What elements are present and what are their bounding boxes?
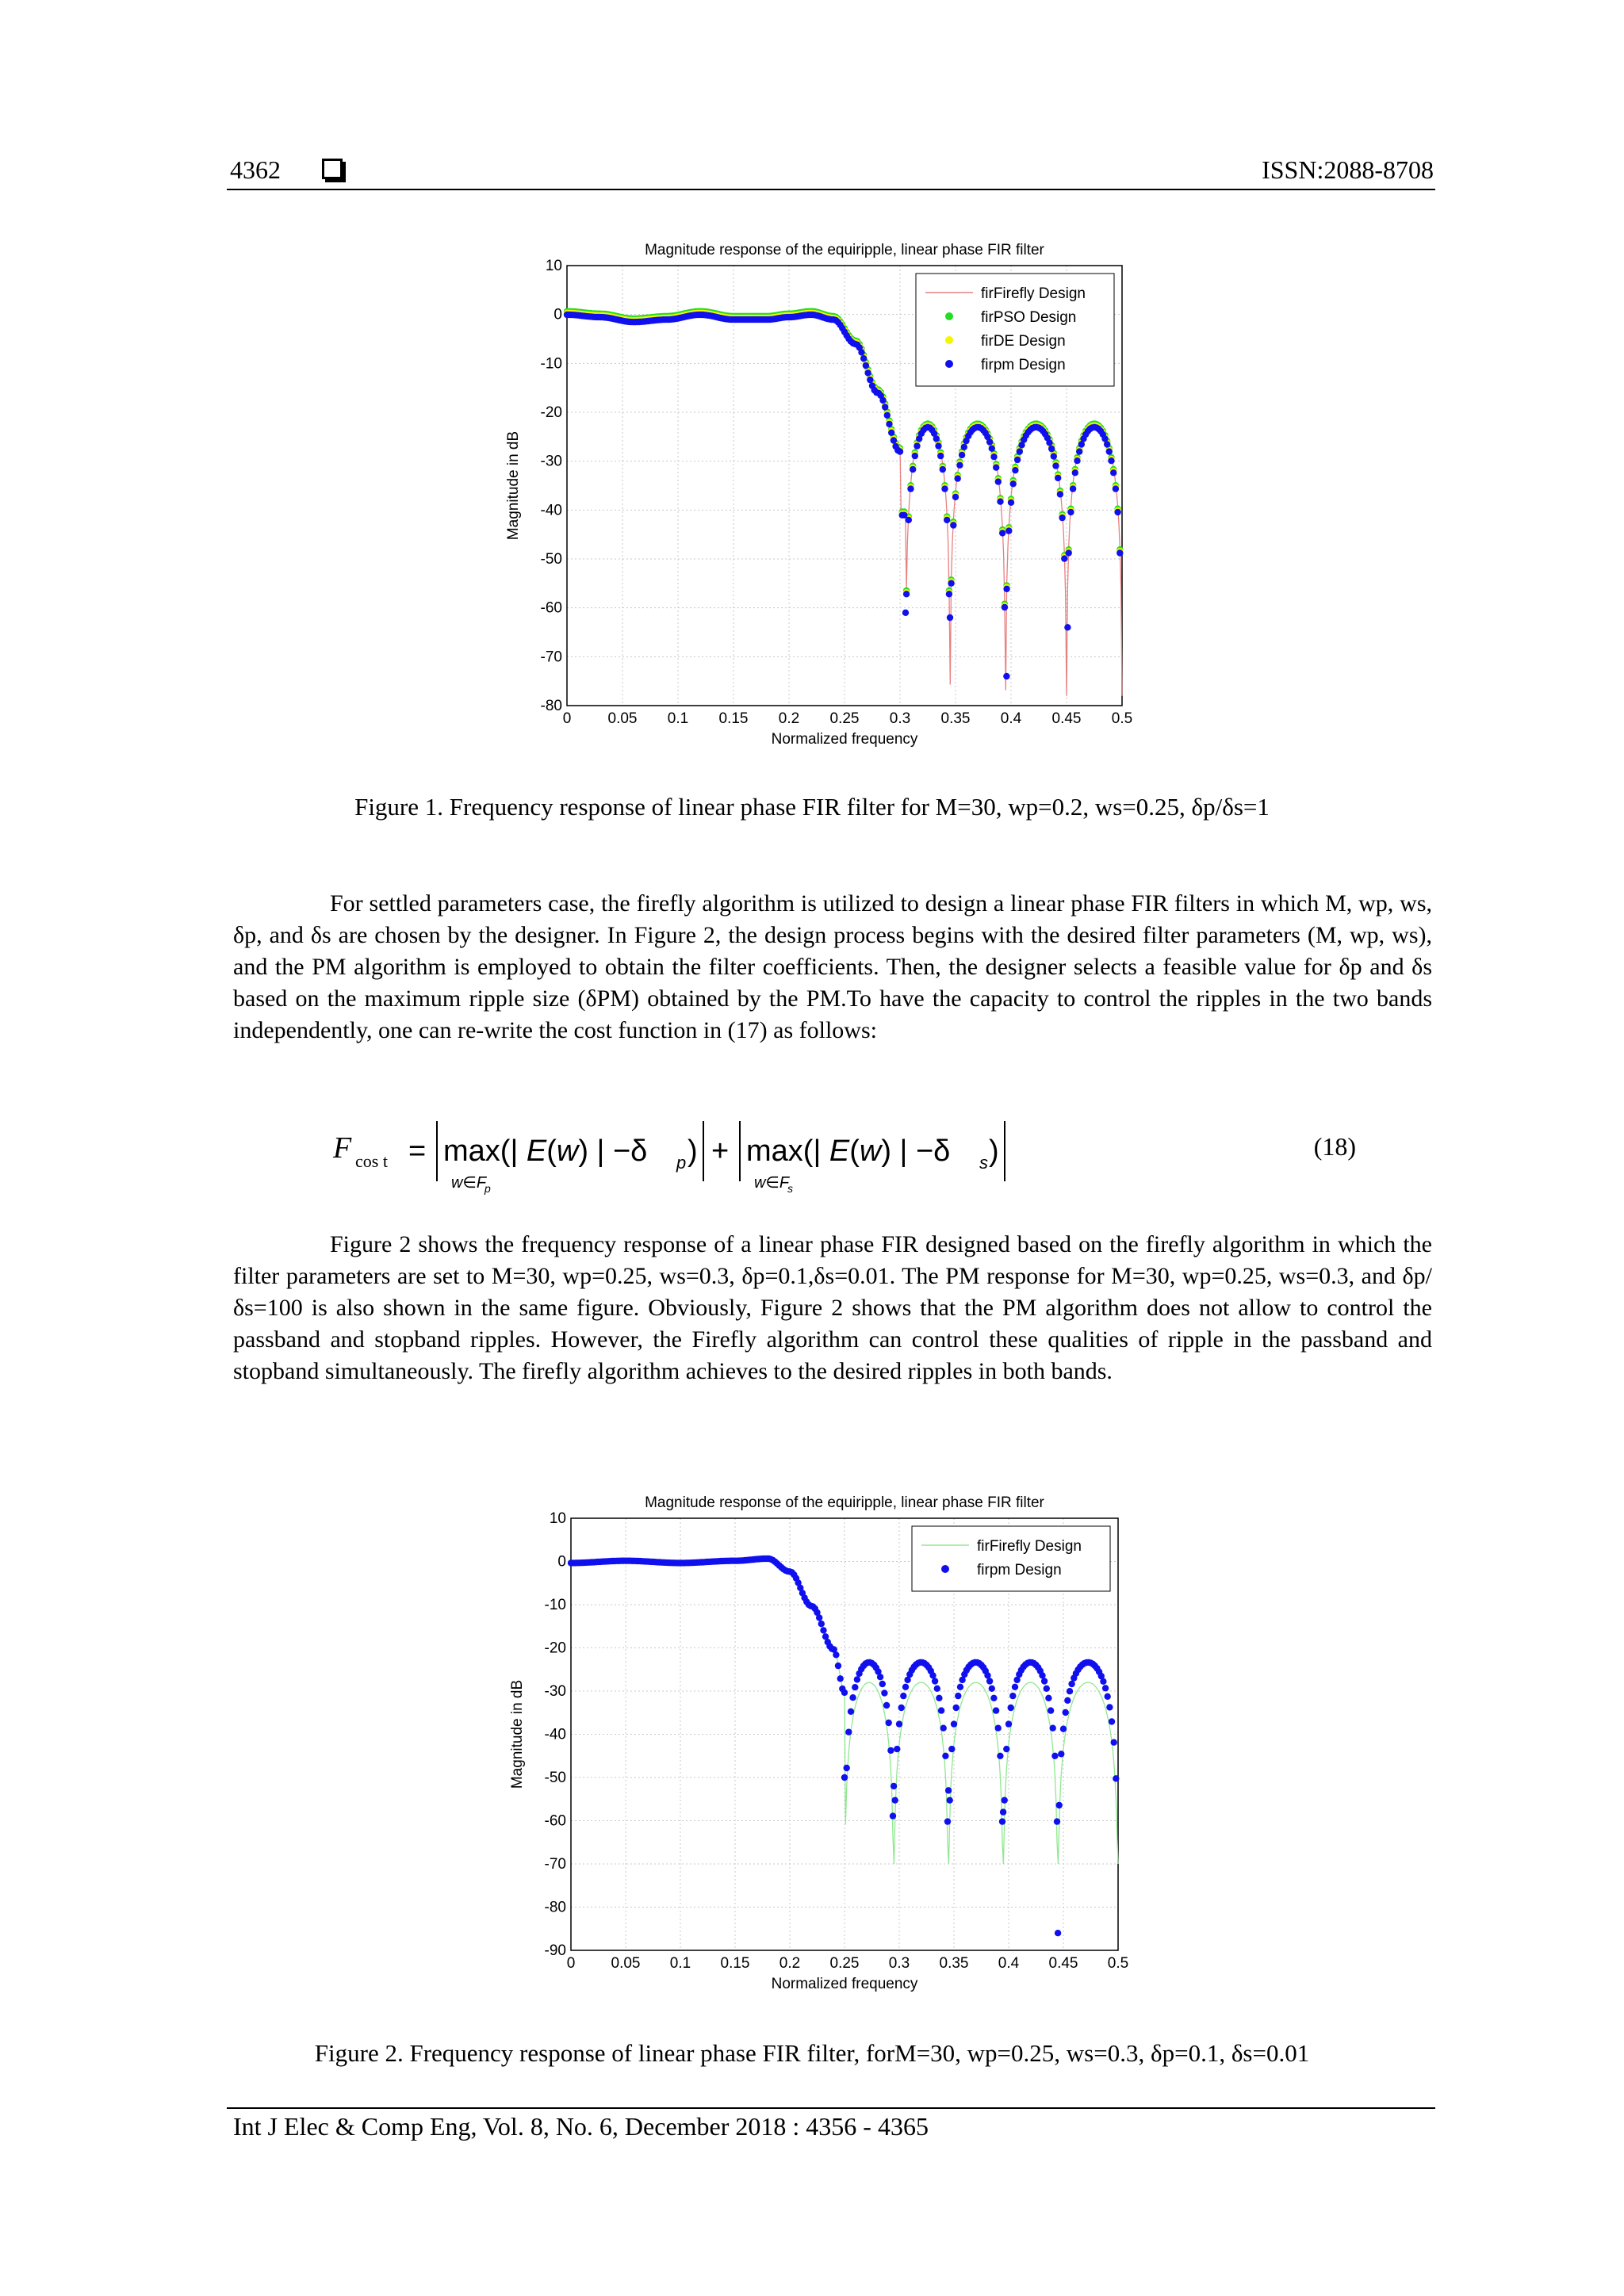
x-tick-label: 0 xyxy=(562,710,572,727)
series-point xyxy=(1072,469,1078,476)
y-tick-label: -10 xyxy=(544,1597,566,1613)
series-point xyxy=(948,580,954,587)
x-tick-label: 0.5 xyxy=(1107,1955,1129,1972)
svg-text:+: + xyxy=(711,1135,730,1168)
series-point xyxy=(933,435,940,442)
series-point xyxy=(882,404,888,410)
series-point xyxy=(1110,469,1116,476)
footer-citation: Int J Elec & Comp Eng, Vol. 8, No. 6, December 2018 : 4356 - 4365 xyxy=(233,2112,929,2141)
x-tick-label: 0.45 xyxy=(1048,1955,1078,1972)
null-point xyxy=(947,614,953,621)
series-point xyxy=(1058,1751,1064,1757)
series-point xyxy=(1100,1678,1106,1685)
series-point xyxy=(929,1672,936,1678)
series-point xyxy=(1057,491,1063,497)
series-point xyxy=(995,478,1002,484)
x-tick-label: 0.4 xyxy=(998,1955,1020,1972)
x-tick-label: 0.25 xyxy=(829,710,860,727)
x-tick-label: 0.25 xyxy=(829,1955,860,1972)
series-point xyxy=(1114,509,1120,515)
series-point xyxy=(990,1695,997,1701)
series-point xyxy=(997,499,1003,505)
series-point xyxy=(833,1651,839,1658)
series-point xyxy=(1050,1725,1056,1732)
legend-label: firFirefly Design xyxy=(981,285,1086,302)
series-point xyxy=(906,517,912,523)
series-point xyxy=(1066,549,1072,556)
series-point xyxy=(877,1674,883,1680)
figure-2-caption: Figure 2. Frequency response of linear phase FIR filter, forM=30, wp=0.25, ws=0.3, δp=0.1, δs=0.01 xyxy=(314,2039,1310,2067)
y-tick-label: -80 xyxy=(540,698,562,714)
svg-text:w∈F: w∈F xyxy=(754,1174,790,1192)
svg-text:s: s xyxy=(979,1153,988,1173)
series-point xyxy=(1104,441,1110,447)
y-axis-label: Magnitude in dB xyxy=(505,430,522,541)
header-rule xyxy=(227,189,1435,190)
legend-dot-swatch xyxy=(945,336,953,344)
series-point xyxy=(1106,448,1113,454)
series-point xyxy=(956,462,963,469)
x-tick-label: 0.5 xyxy=(1111,710,1133,727)
legend-label: firFirefly Design xyxy=(977,1538,1082,1555)
null-point xyxy=(891,1783,897,1789)
series-point xyxy=(1111,1739,1117,1746)
null-point xyxy=(841,1774,848,1781)
series-point xyxy=(959,452,965,458)
series-point xyxy=(1009,1693,1016,1699)
series-point xyxy=(944,517,950,523)
series-point xyxy=(1039,1672,1045,1678)
series-point xyxy=(995,1725,1002,1732)
series-point xyxy=(1113,485,1119,492)
series-point xyxy=(860,355,867,362)
series-point xyxy=(1010,480,1017,487)
y-tick-label: -10 xyxy=(540,355,562,373)
series-point xyxy=(935,442,941,449)
series-point xyxy=(955,1693,961,1699)
y-tick-label: 0 xyxy=(553,306,562,323)
figure-1 xyxy=(492,230,1142,761)
series-point xyxy=(883,1702,890,1709)
chart-title: Magnitude response of the equiripple, linear phase FIR filter xyxy=(645,242,1044,258)
series-point xyxy=(940,466,946,473)
series-point xyxy=(837,1675,844,1682)
null-point xyxy=(1064,624,1071,630)
paragraph-1: For settled parameters case, the firefly algorithm is utilized to design a linear phase FIR filters in which M, wp, ws, δp, and δs are chosen by the designer. In Figure 2, the design process begins with the desired filter parameters (M, wp, ws), and the PM algorithm is employed to obtain the filter coefficients. Then, the designer selects a feasible value for δp and δs based on the maximum ripple size (δPM) obtained by the PM.To have the capacity to control the ripples in the two bands independently, one can re-write the cost function in (17) as follows: xyxy=(233,890,1432,1043)
series-point xyxy=(1002,1797,1008,1804)
series-point xyxy=(854,1676,860,1682)
series-point xyxy=(1067,1688,1073,1694)
x-tick-label: 0.15 xyxy=(720,1955,750,1972)
null-point xyxy=(1003,673,1009,679)
y-tick-label: -20 xyxy=(544,1640,566,1657)
series-point xyxy=(841,1689,848,1696)
series-point xyxy=(858,349,864,355)
series-point xyxy=(932,1678,938,1684)
y-tick-label: -30 xyxy=(544,1683,566,1700)
y-tick-label: 10 xyxy=(545,258,562,274)
series-point xyxy=(984,1672,990,1678)
y-tick-label: 0 xyxy=(557,1553,566,1571)
series-point xyxy=(816,1614,822,1621)
x-tick-label: 0.2 xyxy=(779,1955,801,1972)
series-point xyxy=(844,1765,850,1771)
series-point xyxy=(1051,1753,1058,1759)
series-point xyxy=(1064,1697,1071,1704)
equation-lhs-sub: cos t xyxy=(355,1151,388,1171)
series-point xyxy=(989,1686,995,1692)
series-point xyxy=(1113,1775,1119,1781)
series-point xyxy=(990,453,997,460)
series-point xyxy=(1060,1726,1067,1732)
equation-body xyxy=(408,1116,1281,1203)
y-tick-label: -60 xyxy=(544,1812,566,1830)
y-tick-label: -40 xyxy=(540,502,562,519)
series-point xyxy=(848,1709,854,1715)
series-point xyxy=(1012,1684,1018,1690)
series-point xyxy=(947,1797,953,1804)
series-point xyxy=(1059,515,1065,521)
series-point xyxy=(941,485,948,492)
series-point xyxy=(1068,1681,1074,1687)
series-point xyxy=(1005,527,1012,534)
x-tick-label: 0.35 xyxy=(940,710,971,727)
x-tick-label: 0.05 xyxy=(611,1955,641,1972)
series-point xyxy=(910,466,916,473)
y-tick-label: -60 xyxy=(540,599,562,617)
series-point xyxy=(1056,1802,1063,1808)
legend-box xyxy=(912,1526,1110,1591)
series-point xyxy=(953,1705,959,1711)
figure-1-caption: Figure 1. Frequency response of linear phase FIR filter for M=30, wp=0.2, ws=0.25, δp/δs=1 xyxy=(354,793,1270,821)
series-point xyxy=(863,362,869,369)
series-point xyxy=(993,465,999,471)
equation-lhs: F xyxy=(333,1131,352,1165)
null-point xyxy=(1055,1930,1061,1936)
series-point xyxy=(986,438,993,445)
series-point xyxy=(946,591,952,597)
series-point xyxy=(892,1797,898,1804)
legend-dot-swatch xyxy=(945,312,953,320)
y-tick-label: -70 xyxy=(540,649,562,666)
series-point xyxy=(955,475,961,481)
x-axis-label: Normalized frequency xyxy=(771,1976,918,1992)
series-point xyxy=(1003,586,1009,592)
series-point xyxy=(898,1705,905,1711)
null-point xyxy=(1000,1808,1006,1815)
y-tick-label: -20 xyxy=(540,404,562,421)
svg-text:s: s xyxy=(787,1182,793,1195)
x-tick-label: 0.4 xyxy=(1000,710,1022,727)
series-point xyxy=(887,1747,894,1754)
series-point xyxy=(1044,1686,1050,1692)
series-point xyxy=(1048,1707,1054,1713)
x-tick-label: 0.35 xyxy=(939,1955,969,1972)
series-point xyxy=(961,444,967,450)
series-point xyxy=(1046,439,1052,446)
y-tick-label: -80 xyxy=(544,1899,566,1916)
series-point xyxy=(1067,509,1074,515)
series-point xyxy=(1048,446,1055,452)
y-tick-label: -30 xyxy=(540,453,562,470)
series-point xyxy=(942,1753,948,1759)
legend-label: firDE Design xyxy=(981,333,1066,350)
series-point xyxy=(845,1729,852,1735)
y-tick-label: -40 xyxy=(544,1726,566,1743)
null-point xyxy=(902,610,909,616)
series-point xyxy=(902,1684,909,1690)
svg-text:=: = xyxy=(408,1135,427,1168)
x-tick-label: 0.3 xyxy=(889,710,911,727)
legend-label: firpm Design xyxy=(977,1562,1062,1578)
x-tick-label: 0.1 xyxy=(667,710,689,727)
equation-number: (18) xyxy=(1313,1132,1356,1161)
legend-label: firpm Design xyxy=(981,357,1066,373)
series-point xyxy=(999,1818,1005,1824)
chart-title: Magnitude response of the equiripple, linear phase FIR filter xyxy=(645,1494,1044,1511)
series-point xyxy=(1106,1704,1113,1710)
series-point xyxy=(900,1693,906,1699)
series-point xyxy=(986,1678,993,1684)
series-point xyxy=(951,1720,957,1727)
series-point xyxy=(907,485,914,492)
series-point xyxy=(886,1720,892,1726)
series-point xyxy=(1116,549,1123,556)
series-point xyxy=(820,1627,826,1633)
series-point xyxy=(894,1746,900,1752)
y-tick-label: 10 xyxy=(549,1510,566,1527)
series-point xyxy=(937,453,944,459)
svg-text:max(| E(w) | −δ: max(| E(w) | −δ xyxy=(746,1135,951,1168)
series-point xyxy=(1108,457,1114,464)
footer-rule xyxy=(227,2107,1435,2109)
series-point xyxy=(1008,1705,1014,1711)
series-point xyxy=(993,1707,999,1713)
x-tick-label: 0.05 xyxy=(607,710,638,727)
series-point xyxy=(884,412,891,419)
series-point xyxy=(896,1720,902,1727)
series-point xyxy=(999,530,1005,536)
series-point xyxy=(936,1695,942,1701)
series-point xyxy=(1012,467,1018,473)
series-point xyxy=(888,430,894,436)
series-point xyxy=(1002,604,1008,610)
series-point xyxy=(938,1707,944,1713)
svg-text:p: p xyxy=(676,1153,687,1173)
series-point xyxy=(881,1689,887,1696)
series-point xyxy=(1076,448,1082,454)
x-tick-label: 0.2 xyxy=(778,710,800,727)
page-number: 4362 xyxy=(230,155,281,184)
legend-dot-swatch xyxy=(941,1565,949,1573)
series-point xyxy=(891,437,897,443)
x-tick-label: 0.3 xyxy=(888,1955,910,1972)
series-point xyxy=(1014,457,1021,463)
figure-2-chart xyxy=(500,1487,1142,2002)
series-point xyxy=(1051,453,1057,459)
series-point xyxy=(886,421,892,427)
series-point xyxy=(849,1694,856,1701)
series-point xyxy=(1055,475,1061,481)
series-point xyxy=(1045,1695,1051,1701)
series-point xyxy=(1052,462,1059,469)
series-point xyxy=(912,453,918,459)
legend-label: firPSO Design xyxy=(981,309,1077,326)
x-axis-label: Normalized frequency xyxy=(771,731,918,748)
series-point xyxy=(1017,448,1023,454)
series-point xyxy=(914,442,920,449)
x-tick-label: 0 xyxy=(566,1955,576,1972)
y-tick-label: -90 xyxy=(544,1942,566,1959)
series-point xyxy=(867,377,873,383)
paragraph-2: Figure 2 shows the frequency response of a linear phase FIR designed based on the firefly algorithm in which the filter parameters are set to M=30, wp=0.25, ws=0.3, δp=0.1,δs=0.01. The PM response for M=30, wp=0.25, ws=0.3, and δp/δs=100 is also shown in the same figure. Obviously, Figure 2 shows that the PM algorithm does not allow to control the passband and stopband ripples. However, the Firefly algorithm can control these qualities of ripple in the passband and stopband simultaneously. The firefly algorithm achieves to the desired ripples in both bands. xyxy=(233,1231,1432,1384)
series-point xyxy=(852,1684,858,1690)
x-tick-label: 0.1 xyxy=(669,1955,691,1972)
series-point xyxy=(897,448,903,454)
series-point xyxy=(989,446,995,452)
x-tick-label: 0.15 xyxy=(718,710,749,727)
series-point xyxy=(864,369,871,376)
legend-dot-swatch xyxy=(945,360,953,368)
square-icon xyxy=(322,159,343,179)
series-point xyxy=(890,1812,896,1819)
null-point xyxy=(945,1787,952,1793)
svg-text:max(| E(w) | −δ: max(| E(w) | −δ xyxy=(443,1135,648,1168)
series-point xyxy=(1070,485,1076,492)
series-point xyxy=(903,591,910,597)
series-point xyxy=(1109,1718,1115,1724)
series-point xyxy=(997,1753,1003,1759)
series-line xyxy=(571,1557,1118,1864)
equation-18 xyxy=(333,1116,1443,1203)
figure-1-chart xyxy=(492,230,1142,761)
series-point xyxy=(818,1621,825,1627)
journal-issn: ISSN:2088-8708 xyxy=(1262,155,1434,184)
svg-text:): ) xyxy=(989,1135,999,1168)
series-point xyxy=(952,494,959,500)
svg-text:p: p xyxy=(485,1182,491,1195)
series-point xyxy=(1102,1685,1109,1691)
series-point xyxy=(950,522,956,528)
x-tick-label: 0.45 xyxy=(1051,710,1082,727)
series-point xyxy=(1061,555,1067,561)
series-point xyxy=(940,1725,947,1732)
y-tick-label: -50 xyxy=(544,1770,566,1786)
series-point xyxy=(1054,1818,1060,1824)
series-point xyxy=(1003,1746,1009,1752)
figure-2 xyxy=(500,1487,1142,2002)
series-point xyxy=(934,1686,940,1692)
y-tick-label: -50 xyxy=(540,551,562,568)
y-axis-label: Magnitude in dB xyxy=(509,1679,526,1789)
series-point xyxy=(835,1663,841,1669)
series-point xyxy=(957,1684,963,1690)
series-point xyxy=(1041,1678,1048,1684)
series-point xyxy=(879,1681,886,1687)
series-point xyxy=(879,397,886,404)
y-tick-label: -70 xyxy=(544,1856,566,1873)
series-point xyxy=(1074,457,1080,464)
svg-text:w∈F: w∈F xyxy=(451,1174,487,1192)
series-point xyxy=(1063,1709,1069,1716)
svg-text:): ) xyxy=(688,1135,698,1168)
series-point xyxy=(1005,1720,1012,1727)
series-point xyxy=(1008,499,1014,506)
series-point xyxy=(1105,1693,1111,1700)
series-point xyxy=(948,1746,955,1752)
series-point xyxy=(944,1818,951,1824)
